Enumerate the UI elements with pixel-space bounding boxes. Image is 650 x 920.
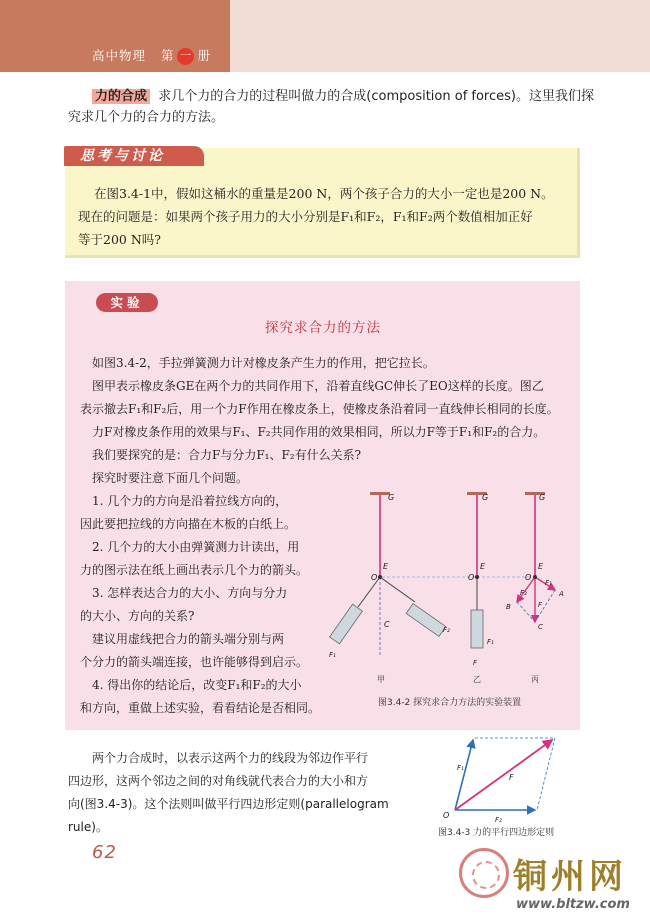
panel-jia [330,492,446,657]
watermark-seal-icon [459,848,509,898]
label-f1-2: F₁ [487,638,494,646]
label-o-1: O [371,573,378,582]
experiment-intro: 如图3.4-2，手拉弹簧测力计对橡皮条产生力的作用，把它拉长。 图甲表示橡皮条GE在两个力的共同作用下，沿着直线GC伸长了EO这样的长度。图乙 表示撤去F₁和F₂后，用一个力F作用在橡皮条上，使橡皮条沿着同一直线伸长相同的长度。 力F对橡皮条作用的效果与F₁、F₂共同作用的效果相同，所以力F等于F₁和F₂的合力。 我们要探究的是：合力F与分力F₁、F₂有什么关系? 探究时要注意下面几个问题。 [80,356,559,485]
label-g-3: G [539,493,546,502]
header-title: 高中物理 第 一 册 [92,48,211,63]
intro-line2: 究求几个力的合力的方法。 [68,110,225,125]
label-f1-1: F₁ [329,651,336,659]
term-composition: 力的合成 [92,89,150,104]
discussion-label: 思考与讨论 [64,146,204,166]
experiment-label: 实验 [96,293,158,312]
label-f2-1: F₂ [443,626,450,634]
intro-line1: 力的合成 求几个力的合力的过程叫做力的合成(composition of forces)。这里我们探 [92,86,612,108]
pg-label-f: F [509,773,514,782]
figure2-caption: 图3.4-3 力的平行四边形定则 [438,828,555,838]
discussion-text: 在图3.4-1中，假如这桶水的重量是200 N，两个孩子合力的大小一定也是200 N。 现在的问题是：如果两个孩子用力的大小分别是F₁和F₂，F₁和F₂两个数值相加正好 等于200 N吗? [78,186,554,247]
parallelogram-figure [425,730,580,825]
label-f1-3: F₁ [545,579,552,587]
label-e-3: E [538,562,544,571]
page-number: 62 [92,842,117,863]
label-o-3: O [525,573,532,582]
pg-label-f1: F₁ [457,764,464,772]
label-c-1: C [384,620,390,629]
label-b-3: B [506,603,511,611]
volume-badge: 一 [177,48,194,65]
watermark-url: www.bltzw.com [516,897,630,912]
header-band-light [230,0,650,72]
pg-label-o: O [443,811,450,820]
panel-label-yi: 乙 [473,675,481,684]
label-o-2: O [468,573,475,582]
label-c-3: C [538,623,543,631]
label-e-2: E [480,562,486,571]
experiment-items: 1. 几个力的方向是沿着拉线方向的， 因此要把拉线的方向描在木板的白纸上。 2. 几个力的大小由弹簧测力计读出，用 力的图示法在纸上画出表示几个力的箭头。 3. 怎样表达合力的大小、方向与分力 的大小、方向的关系? 建议用虚线把合力的箭头端分别与两 个分力的箭头端连接，也许能够得到启示。 4. 得出你的结论后，改变F₁和F₂的大小 和方向，重做上述实验，看看结论是否相同。 [80,494,321,715]
label-g-2: G [482,493,489,502]
apparatus-figure [325,482,580,687]
experiment-title: 探究求合力的方法 [265,320,381,336]
panel-bing [517,492,555,622]
figure1-caption: 图3.4-2 探究求合力方法的实验装置 [378,698,522,708]
label-f-2: F [473,659,478,667]
label-e-1: E [383,562,389,571]
pg-label-f2: F₂ [495,816,502,824]
conclusion-text: 两个力合成时，以表示这两个力的线段为邻边作平行 四边形，这两个邻边之间的对角线就代表合力的大小和方 向(图3.4-3)。这个法则叫做平行四边形定则(parallelogram rule)。 [68,751,389,834]
panel-label-jia: 甲 [377,675,385,684]
label-f2-3: F₂ [520,589,527,597]
label-g-1: G [388,493,395,502]
panel-label-bing: 丙 [531,675,539,684]
label-f-3: F [538,601,543,609]
label-a-3: A [559,590,564,598]
watermark-site: 铜州网 [513,857,627,897]
